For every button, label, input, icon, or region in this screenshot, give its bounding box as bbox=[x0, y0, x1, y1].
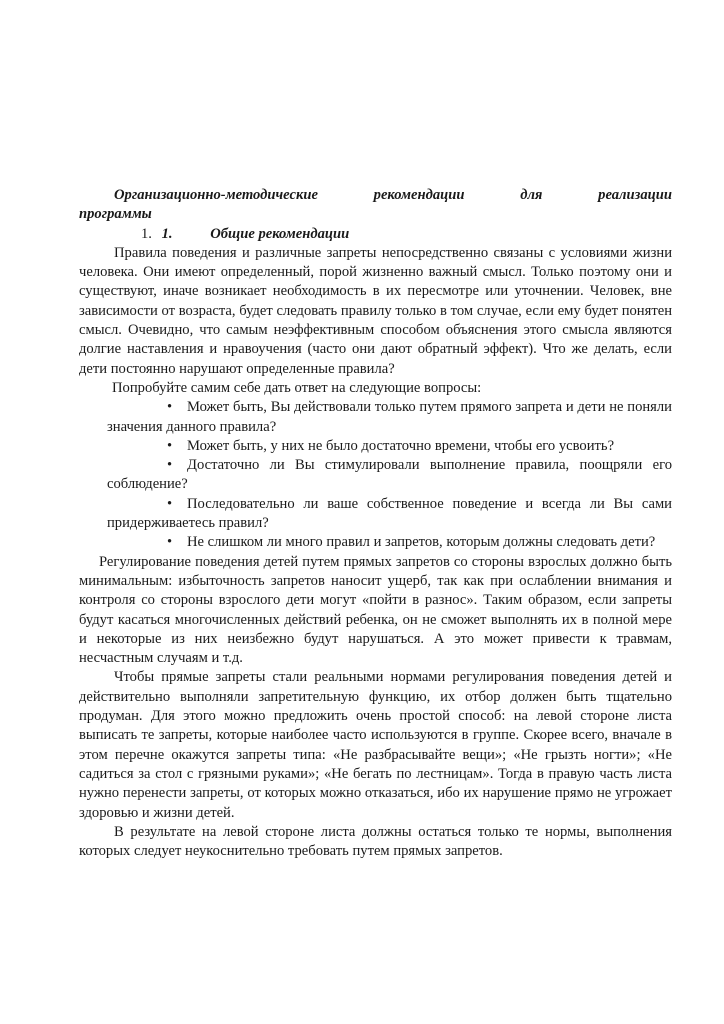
bullet-icon: • bbox=[167, 457, 173, 474]
question-list bbox=[79, 398, 672, 552]
title-word-3: для bbox=[520, 187, 543, 203]
bullet-icon: • bbox=[167, 399, 173, 416]
paragraph-4: Чтобы прямые запреты стали реальными нормами регулирования поведения детей и действительно выполняли запретительную функцию, их отбор должен быть тщательно продуман. Для этого можно предложить очень простой способ: на левой стороне листа выписать те запреты, которые наиболее часто используются в группе. Скорее всего, вначале в этом перечне окажутся запреты типа: «Не разбрасывайте вещи»; «Не грызть ногти»; «Не садиться за стол с грязными руками»; «Не бегать по лестницам». Тогда в правую часть листа нужно перенести запреты, от которых можно отказаться, ибо их нарушение прямо не угрожает здоровью и жизни детей. bbox=[79, 669, 672, 821]
title-word-4: реализации bbox=[598, 187, 672, 203]
bullet-icon: • bbox=[167, 437, 173, 454]
paragraph-3: Регулирование поведения детей путем прямых запретов со стороны взрослых должно быть минимальным: избыточность запретов наносит ущерб, так как при ослаблении внимания и контроля со стороны взрослого дети могут «пойти в разнос». Таким образом, если запреты будут касаться многочисленных действий ребенка, он не сможет выполнять их в полной мере и некоторые из них неизбежно будут нарушаться. А это может привести к травмам, несчастным случаям и т.д. bbox=[79, 553, 672, 667]
title-line-2: программы bbox=[79, 206, 152, 223]
list-item bbox=[79, 398, 672, 437]
bullet-icon: • bbox=[167, 495, 173, 512]
section-number-outer: 1. bbox=[141, 225, 152, 242]
section-heading bbox=[79, 225, 672, 244]
document-title bbox=[79, 186, 672, 225]
list-item bbox=[79, 495, 672, 534]
list-item-text: Может быть, Вы действовали только путем прямого запрета и дети не поняли значения данного правила? bbox=[107, 399, 672, 435]
paragraph-5: В результате на левой стороне листа должны остаться только те нормы, выполнения которых следует неукоснительно требовать путем прямых запретов. bbox=[79, 823, 672, 860]
list-item-text: Может быть, у них не было достаточно времени, чтобы его усвоить? bbox=[187, 437, 615, 454]
list-item-text: Достаточно ли Вы стимулировали выполнение правила, поощряли его соблюдение? bbox=[107, 457, 672, 493]
section-number-inner: 1. bbox=[161, 225, 173, 242]
title-word-1: Организационно-методические bbox=[114, 187, 318, 203]
list-item-text: Последовательно ли ваше собственное поведение и всегда ли Вы сами придерживаетесь правил? bbox=[107, 495, 672, 532]
paragraph-1: Правила поведения и различные запреты непосредственно связаны с условиями жизни человека. Они имеют определенный, порой жизненно важный смысл. Только поэтому они и существуют, иначе возникает необходимость в их пересмотре или уточнении. Человек, вне зависимости от возраста, будет следовать правилу только в том случае, если ему будет понятен смысл. Очевидно, что самым неэффективным способом объяснения этого смысла являются долгие наставления и нравоучения (часто они дают обратный эффект). Что же делать, если дети постоянно нарушают определенные правила? bbox=[79, 244, 672, 377]
list-item bbox=[79, 456, 672, 495]
paragraph-2: Попробуйте самим себе дать ответ на следующие вопросы: bbox=[112, 379, 482, 396]
list-item bbox=[79, 437, 672, 456]
title-word-2: рекомендации bbox=[373, 187, 465, 203]
title-line-1 bbox=[79, 186, 672, 205]
section-title: Общие рекомендации bbox=[210, 225, 350, 242]
bullet-icon: • bbox=[167, 534, 173, 551]
list-item-text: Не слишком ли много правил и запретов, которым должны следовать дети? bbox=[187, 534, 656, 551]
list-item bbox=[79, 533, 672, 552]
document-page bbox=[79, 186, 672, 861]
